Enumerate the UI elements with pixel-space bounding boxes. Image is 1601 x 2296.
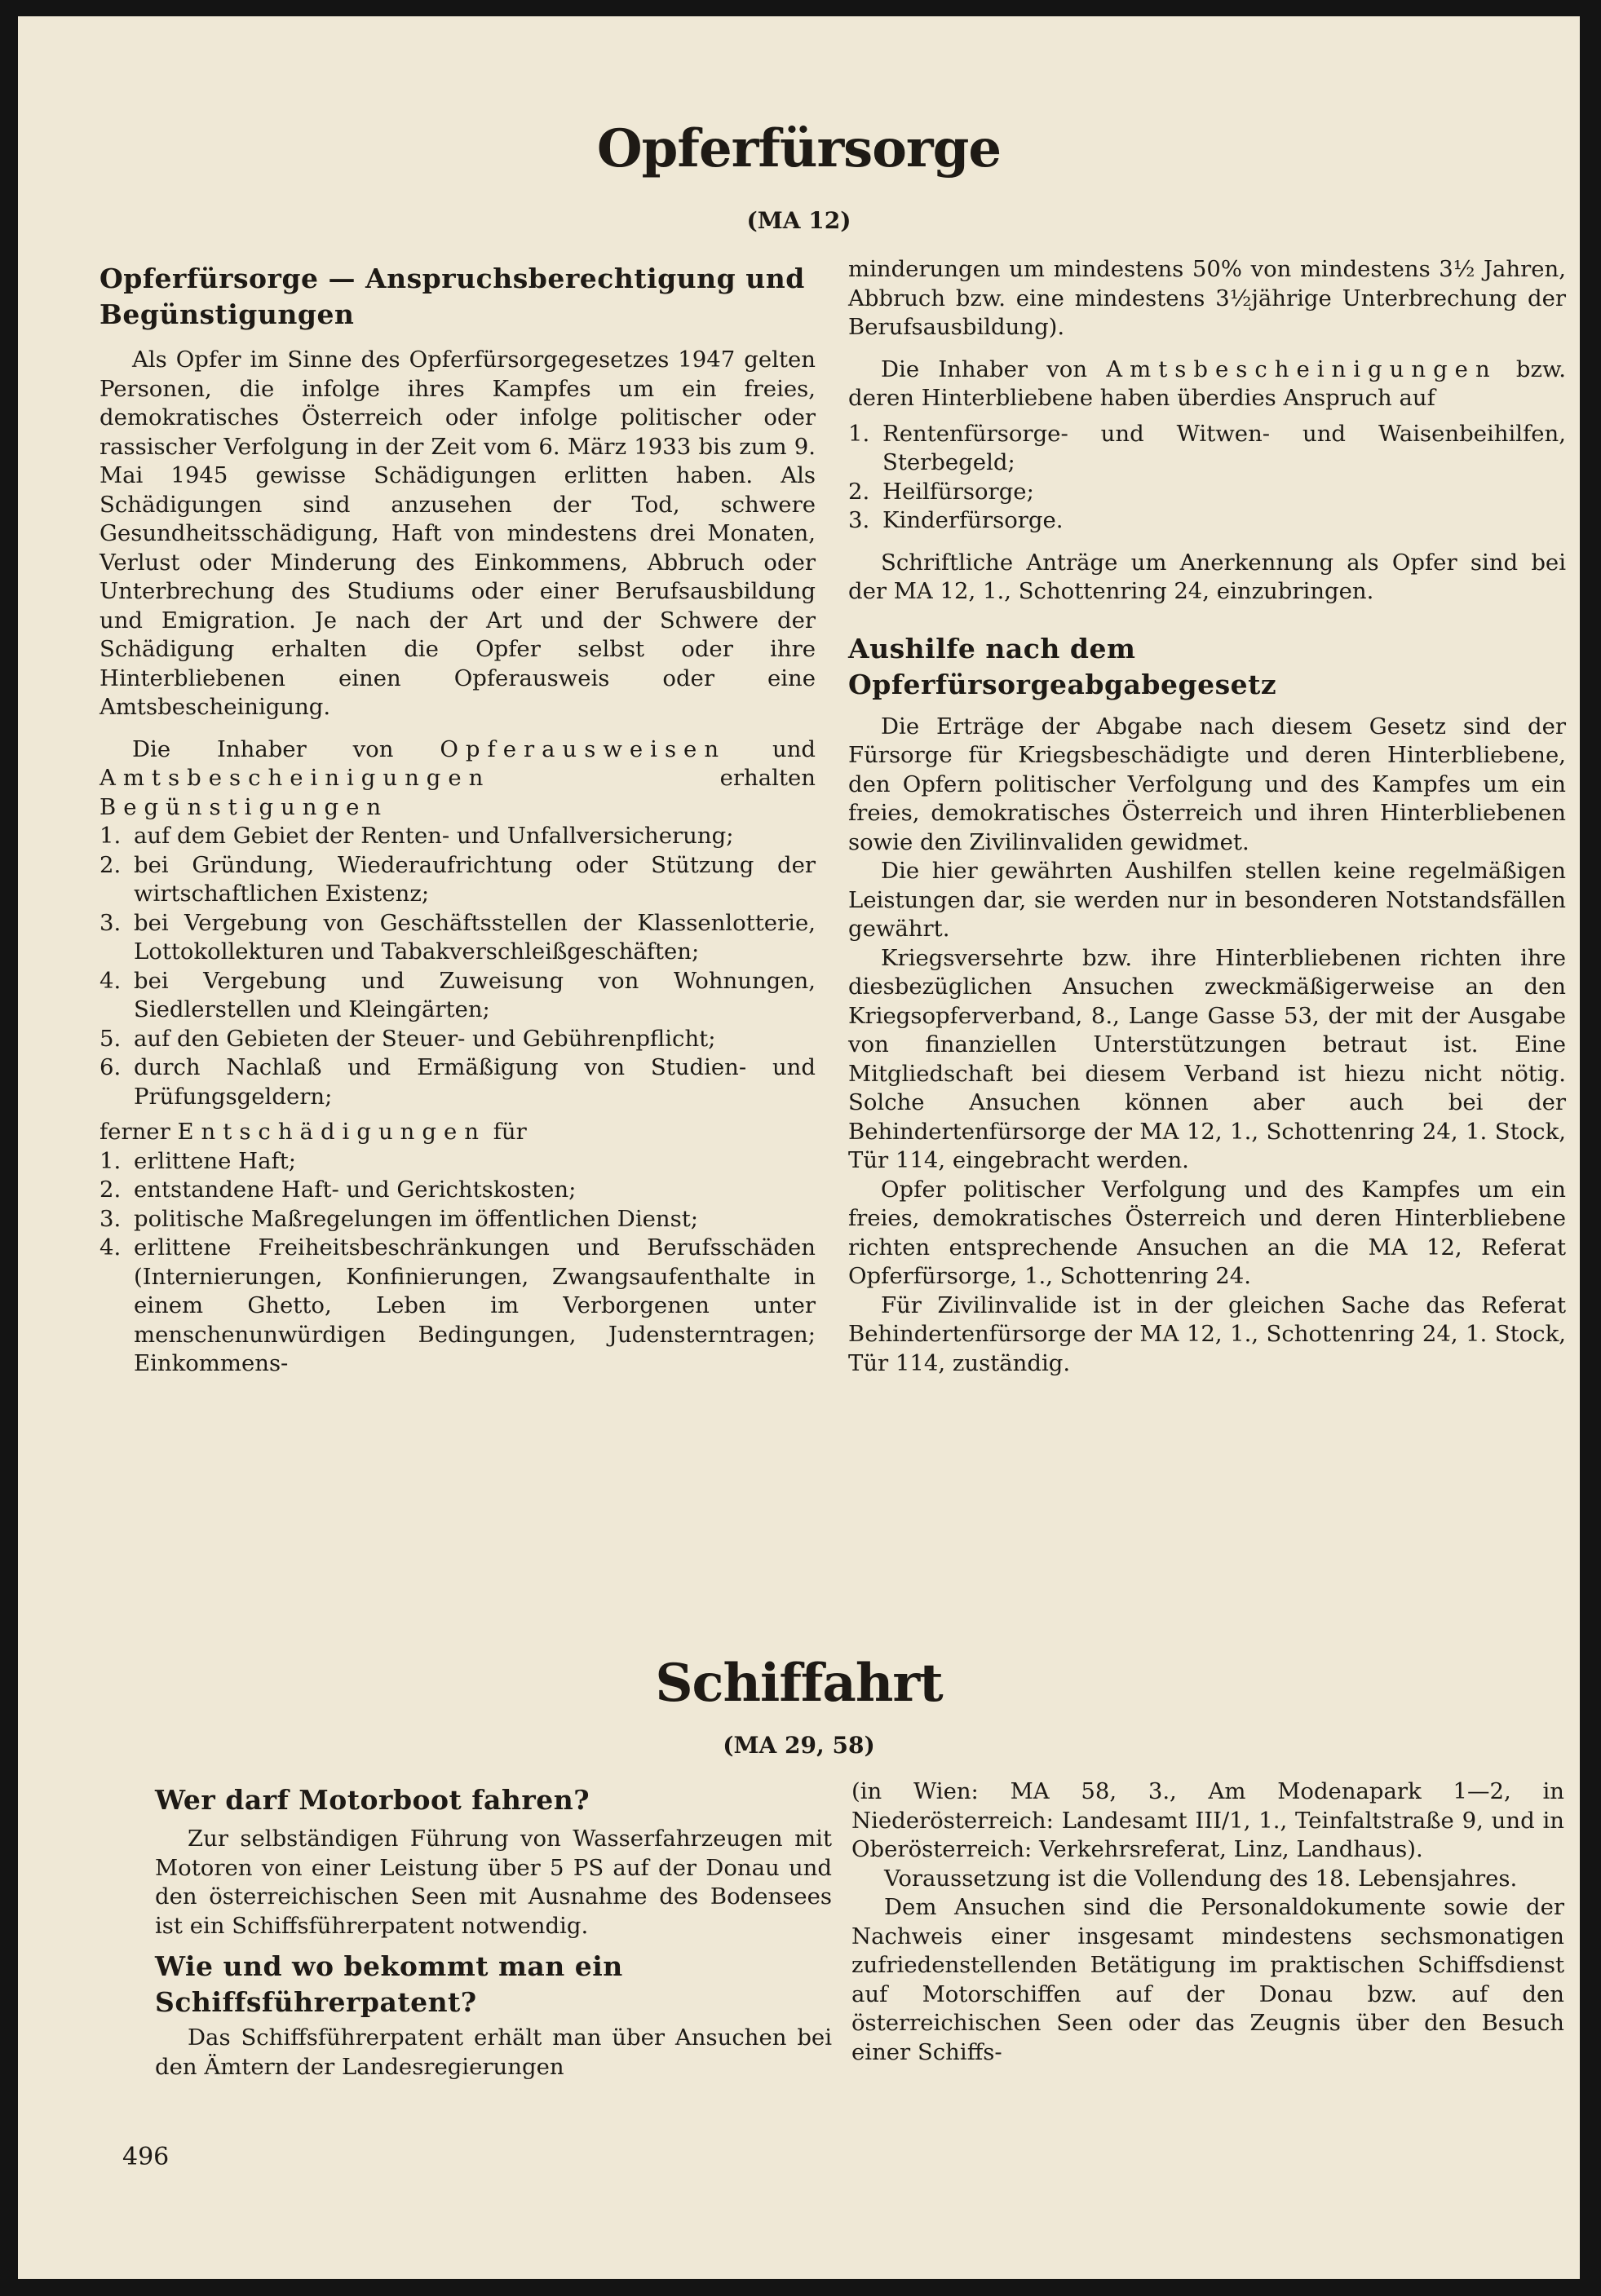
paragraph-applications: Schriftliche Anträge um Anerkennung als Opfer sind bei der MA 12, 1., Schottenring 24, einzubringen. [848, 549, 1566, 604]
paragraph-aushilfe-1: Die Erträge der Abgabe nach diesem Gesetz sind der Fürsorge für Kriegsbeschädigte und deren Hinterbliebene, den Opfern politischer Verfolgung und des Kampfes um ein freies, demokratisches Österreich und ihren Hinterbliebenen sowie den Zivilinvaliden gewidmet. [848, 713, 1566, 855]
benefits-list [100, 822, 816, 1111]
paragraph-intro: Als Opfer im Sinne des Opferfürsorgegesetzes 1947 gelten Personen, die infolge ihres Kampfes um ein freies, demokratisches Österreich oder infolge politischer oder rassischer Verfolgung in der Zeit vom 6. März 1933 bis zum 9. Mai 1945 gewisse Schädigungen erlitten haben. Als Schädigungen sind anzusehen der Tod, schwere Gesundheitsschädigung, Haft von mindestens drei Monaten, Verlust oder Minderung des Einkommens, Abbruch oder Unterbrechung des Studiums oder einer Berufsausbildung und Emigration. Je nach der Art und der Schwere der Schädigung erhalten die Opfer selbst oder ihre Hinterbliebenen einen Opferausweis oder eine Amtsbescheinigung. [100, 347, 816, 720]
paragraph-aushilfe-3: Kriegsversehrte bzw. ihre Hinterbliebenen richten ihre diesbezüglichen Ansuchen zweckmäßigerweise an den Kriegsopferverband, 8., Lange Gasse 53, der mit der Ausgabe von finanziellen Unterstützungen betraut ist. Eine Mitgliedschaft bei diesem Verband ist hiezu nicht nötig. Solche Ansuchen können aber auch bei der Behindertenfürsorge der MA 12, 1., Schottenring 24, 1. Stock, Tür 114, eingebracht werden. [848, 944, 1566, 1173]
paragraph-certificate-holders: Die Inhaber von Amtsbescheinigungen bzw. deren Hinterbliebene haben überdies Anspruch auf [848, 355, 1567, 411]
heading-aushilfe: Aushilfe nach dem Opferfürsorgeabgabegesetz [848, 632, 1277, 700]
paragraph-patent: Das Schiffsführerpatent erhält man über Ansuchen bei den Ämtern der Landesregierungen [155, 2024, 832, 2080]
section-subtitle-schiffahrt: (MA 29, 58) [723, 1732, 875, 1759]
claims-list [848, 420, 1566, 536]
list-item: 3. Kinderfürsorge. [848, 507, 1064, 533]
list-item: 1. auf dem Gebiet der Renten- und Unfallversicherung; [100, 823, 734, 849]
section-title-schiffahrt: Schiffahrt [655, 1653, 943, 1714]
compensation-list [100, 1147, 816, 1379]
section-title-opferfuersorge: Opferfürsorge [596, 118, 1002, 179]
spaced-word: Begünstigungen [100, 793, 389, 820]
paragraph-benefits-lead: Die Inhaber von Opferausweisen und Amtsbescheinigungen erhalten Begünstigungen [100, 735, 816, 820]
paragraph-voraussetzung: Voraussetzung ist die Vollendung des 18. Lebensjahres. [884, 1865, 1518, 1892]
list-item: 3. politische Maßregelungen im öffentlichen Dienst; [100, 1205, 699, 1232]
section-subtitle-opferfuersorge: (MA 12) [746, 207, 851, 234]
list-item: 2. Heilfürsorge; [848, 478, 1034, 505]
spaced-word: Amtsbescheinigungen [100, 765, 491, 791]
spaced-word: Amtsbescheinigungen [1106, 355, 1497, 382]
heading-motorboot: Wer darf Motorboot fahren? [155, 1784, 590, 1816]
list-item: 2. bei Gründung, Wiederaufrichtung oder Stützung der wirtschaftlichen Existenz; [100, 851, 816, 907]
document-page [18, 16, 1580, 2279]
left-column-schiffahrt [155, 1782, 832, 2082]
spaced-word: Entschädigungen [177, 1119, 486, 1145]
list-item: 1. erlittene Haft; [100, 1147, 296, 1174]
paragraph-compensation-lead: ferner Entschädigungen für [100, 1119, 527, 1145]
list-item: 1. Rentenfürsorge- und Witwen- und Waisenbeihilfen, Sterbegeld; [848, 420, 1566, 475]
list-item: 2. entstandene Haft- und Gerichtskosten; [100, 1177, 577, 1203]
right-column-schiffahrt [851, 1777, 1564, 2067]
right-column-opferfuersorge [848, 255, 1566, 1378]
list-item: 4. bei Vergebung und Zuweisung von Wohnungen, Siedlerstellen und Kleingärten; [100, 967, 816, 1022]
paragraph-aemter: (in Wien: MA 58, 3., Am Modenapark 1—2, in Niederösterreich: Landesamt III/1, 1., Teinfaltstraße 9, und in Oberösterreich: Verkehrsreferat, Linz, Landhaus). [851, 1778, 1564, 1862]
paragraph-aushilfe-2: Die hier gewährten Aushilfen stellen keine regelmäßigen Leistungen dar, sie werden nur in besonderen Notstandsfällen gewährt. [848, 858, 1566, 942]
paragraph-continuation: minderungen um mindestens 50% von mindestens 3½ Jahren, Abbruch bzw. eine mindestens 3½jährige Unterbrechung der Berufsausbildung). [848, 256, 1566, 340]
paragraph-ansuchen: Dem Ansuchen sind die Personaldokumente sowie der Nachweis einer insgesamt mindestens sechsmonatigen zufriedenstellenden Betätigung im praktischen Schiffsdienst auf Motorschiffen auf der Donau bzw. auf den österreichischen Seen oder das Zeugnis über den Besuch einer Schiffs- [851, 1894, 1564, 2065]
list-item: 3. bei Vergebung von Geschäftsstellen der Klassenlotterie, Lottokollekturen und Tabakverschleißgeschäften; [100, 909, 816, 965]
page-number: 496 [122, 2143, 170, 2171]
heading-anspruchsberechtigung: Opferfürsorge — Anspruchsberechtigung und Begünstigungen [100, 263, 805, 330]
list-item: 5. auf den Gebieten der Steuer- und Gebührenpflicht; [100, 1025, 716, 1052]
heading-schiffsfuehrerpatent: Wie und wo bekommt man ein Schiffsführerpatent? [155, 1950, 623, 2018]
paragraph-aushilfe-5: Für Zivilinvalide ist in der gleichen Sache das Referat Behindertenfürsorge der MA 12, 1., Schottenring 24, 1. Stock, Tür 114, zuständig. [848, 1292, 1566, 1376]
list-item: 6. durch Nachlaß und Ermäßigung von Studien- und Prüfungsgeldern; [100, 1054, 816, 1110]
spaced-word: Opferausweisen [440, 735, 727, 762]
paragraph-aushilfe-4: Opfer politischer Verfolgung und des Kampfes um ein freies, demokratisches Österreich und deren Hinterbliebene richten entsprechende Ansuchen an die MA 12, Referat Opferfürsorge, 1., Schottenring 24. [848, 1176, 1566, 1289]
list-item: 4. erlittene Freiheitsbeschränkungen und Berufsschäden (Internierungen, Konfinierungen, Zwangsaufenthalte in einem Ghetto, Leben im Verborgenen unter menschenunwürdigen Bedingungen, Judensterntragen; Einkommens- [100, 1234, 816, 1376]
left-column-opferfuersorge [100, 261, 816, 1379]
paragraph-motorboot: Zur selbständigen Führung von Wasserfahrzeugen mit Motoren von einer Leistung über 5 PS auf der Donau und den österreichischen Seen mit Ausnahme des Bodensees ist ein Schiffsführerpatent notwendig. [155, 1826, 832, 1939]
